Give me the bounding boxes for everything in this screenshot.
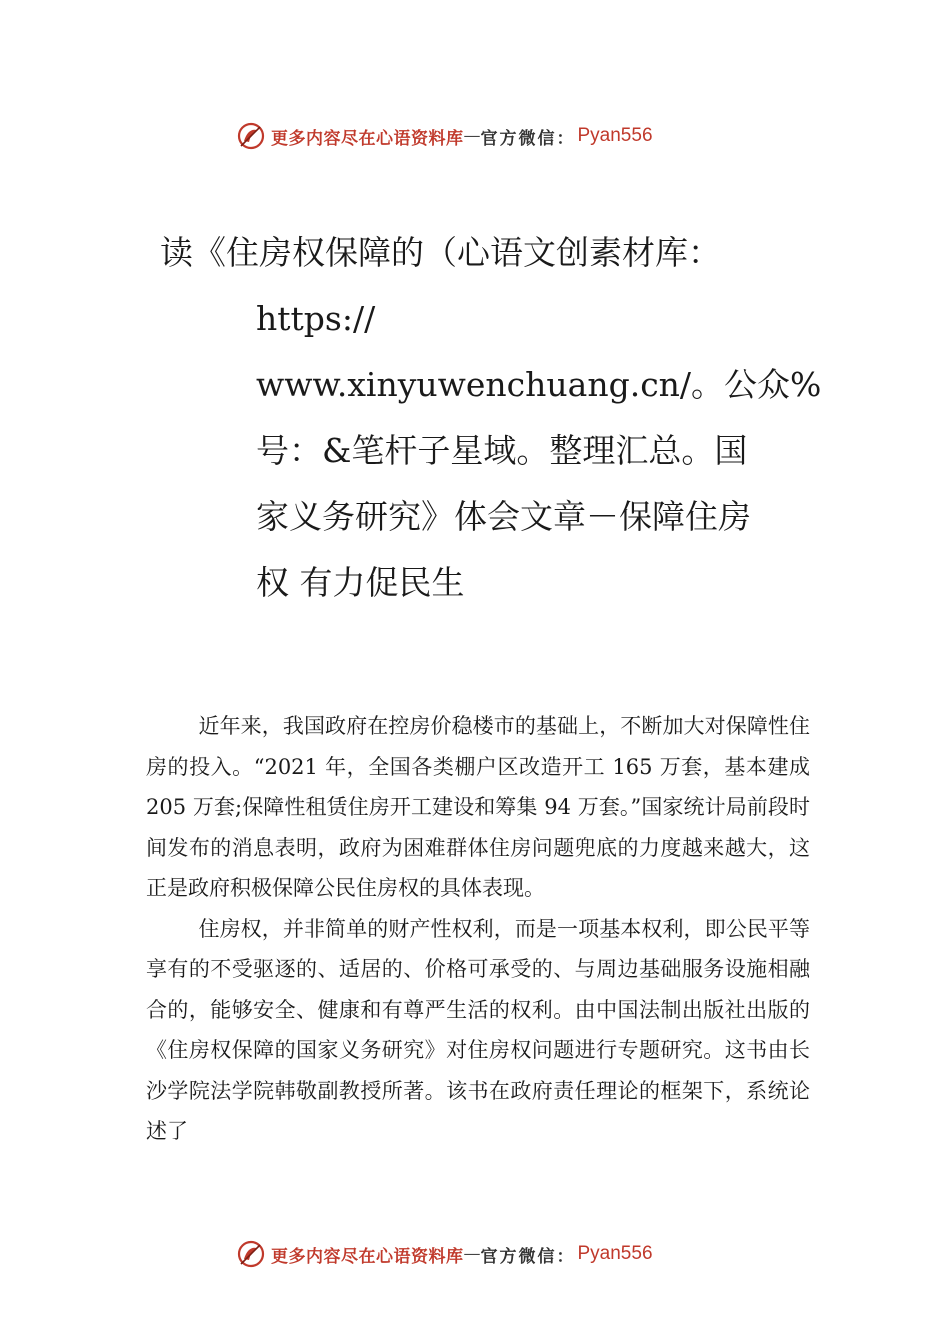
title-line: 读《住房权保障的（心语文创素材库： [160, 233, 721, 272]
watermark-official-label: 官方微信： [480, 128, 576, 149]
watermark-wechat-id: Pyan556 [577, 125, 653, 146]
title-line: 权 有力促民生 [256, 563, 465, 602]
body-paragraph: 住房权，并非简单的财产性权利，而是一项基本权利，即公民平等享有的不受驱逐的、适居的、价格可承受的、与周边基础服务设施相融合的，能够安全、健康和有尊严生活的权利。由中国法制出版社出版的《住房权保障的国家义务研究》对住房权问题进行专题研究。这书由长沙学院法学院韩敬副教授所著。该书在政府责任理论的框架下，系统论述了 [146, 916, 810, 1143]
title-line: 家义务研究》体会文章－保障住房 [256, 497, 751, 536]
watermark-brand: 更多内容尽在心语资料库 [271, 128, 464, 149]
brand-logo-icon [235, 120, 267, 152]
watermark-wechat-id: Pyan556 [577, 1243, 653, 1264]
article-body [146, 706, 810, 1152]
title-line: 号：&笔杆子星域。整理汇总。国 [256, 431, 748, 470]
footer-watermark [235, 1234, 653, 1274]
body-paragraph: 近年来，我国政府在控房价稳楼市的基础上，不断加大对保障性住房的投入。“2021 年，全国各类棚户区改造开工 165 万套，基本建成 205 万套;保障性租赁住房开工建设和筹集 94 万套。”国家统计局前段时间发布的消息表明，政府为困难群体住房问题兜底的力度越来越大，这正是政府积极保障公民住房权的具体表现。 [146, 714, 810, 900]
title-line: https:// [256, 299, 376, 338]
watermark-brand: 更多内容尽在心语资料库 [271, 1246, 464, 1267]
brand-logo-icon [235, 1238, 267, 1270]
document-title [0, 220, 950, 616]
title-line: www.xinyuwenchuang.cn/。公众% [256, 365, 822, 404]
watermark-dash: — [463, 1244, 481, 1264]
watermark-dash: — [463, 126, 481, 146]
watermark-official-label: 官方微信： [480, 1246, 576, 1267]
header-watermark [235, 116, 653, 156]
